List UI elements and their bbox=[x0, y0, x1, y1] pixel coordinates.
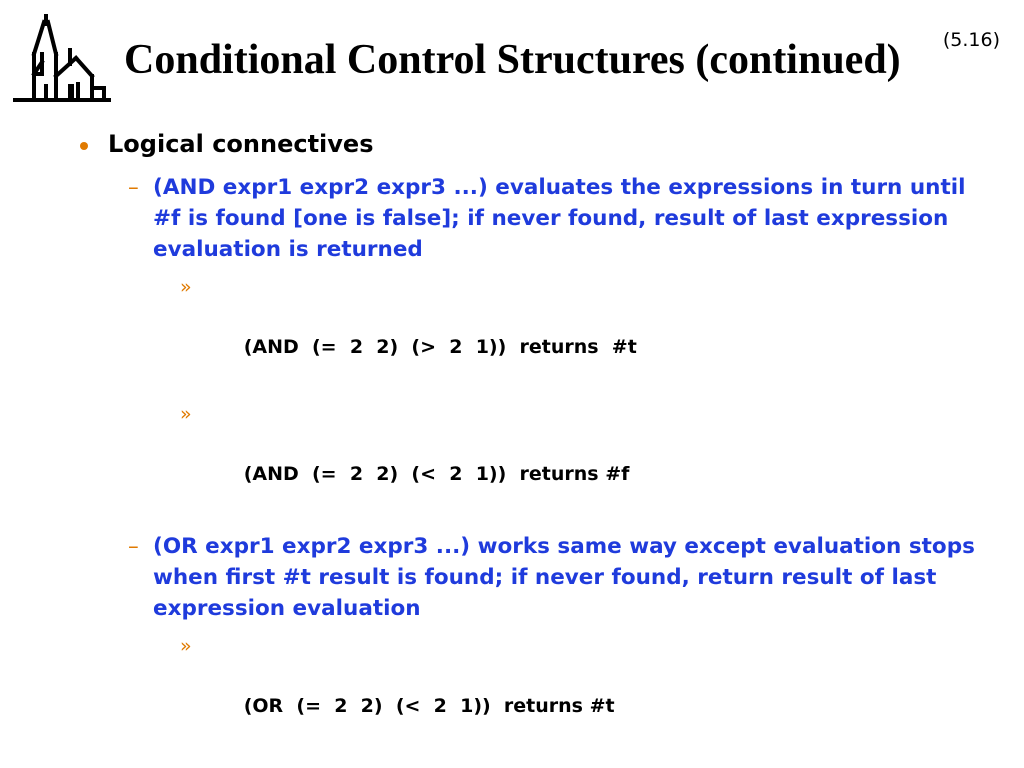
bullet-heading: Logical connectives bbox=[108, 130, 374, 158]
sub-bullet-and bbox=[0, 172, 1024, 265]
slide-number: (5.16) bbox=[942, 29, 1000, 51]
example-text: (AND (= 2 2) (> 2 1)) returns #t bbox=[243, 336, 637, 358]
example-text: (AND (= 2 2) (< 2 1)) returns #f bbox=[243, 463, 630, 485]
slide-content bbox=[0, 128, 1024, 751]
bullet-dot-icon bbox=[80, 142, 88, 150]
raquo-icon: » bbox=[180, 276, 192, 298]
example-item bbox=[0, 399, 1024, 519]
sub-bullet-or bbox=[0, 531, 1024, 624]
example-text: (OR (= 2 2) (< 2 1)) returns #t bbox=[243, 695, 615, 717]
dash-icon: – bbox=[128, 534, 139, 559]
castle-building-icon bbox=[12, 14, 112, 106]
dash-icon: – bbox=[128, 175, 139, 200]
and-description: (AND expr1 expr2 expr3 ...) evaluates the expressions in turn until #f is found [one is false]; if never found, result of last expression evaluation is returned bbox=[153, 175, 966, 262]
raquo-icon: » bbox=[180, 403, 192, 425]
slide-title: Conditional Control Structures (continued) bbox=[124, 37, 901, 83]
example-item bbox=[0, 631, 1024, 751]
bullet-logical-connectives bbox=[0, 128, 1024, 160]
raquo-icon: » bbox=[180, 635, 192, 657]
or-description: (OR expr1 expr2 expr3 ...) works same way except evaluation stops when first #t result is found; if never found, return result of last expression evaluation bbox=[153, 534, 975, 621]
example-item bbox=[0, 272, 1024, 392]
